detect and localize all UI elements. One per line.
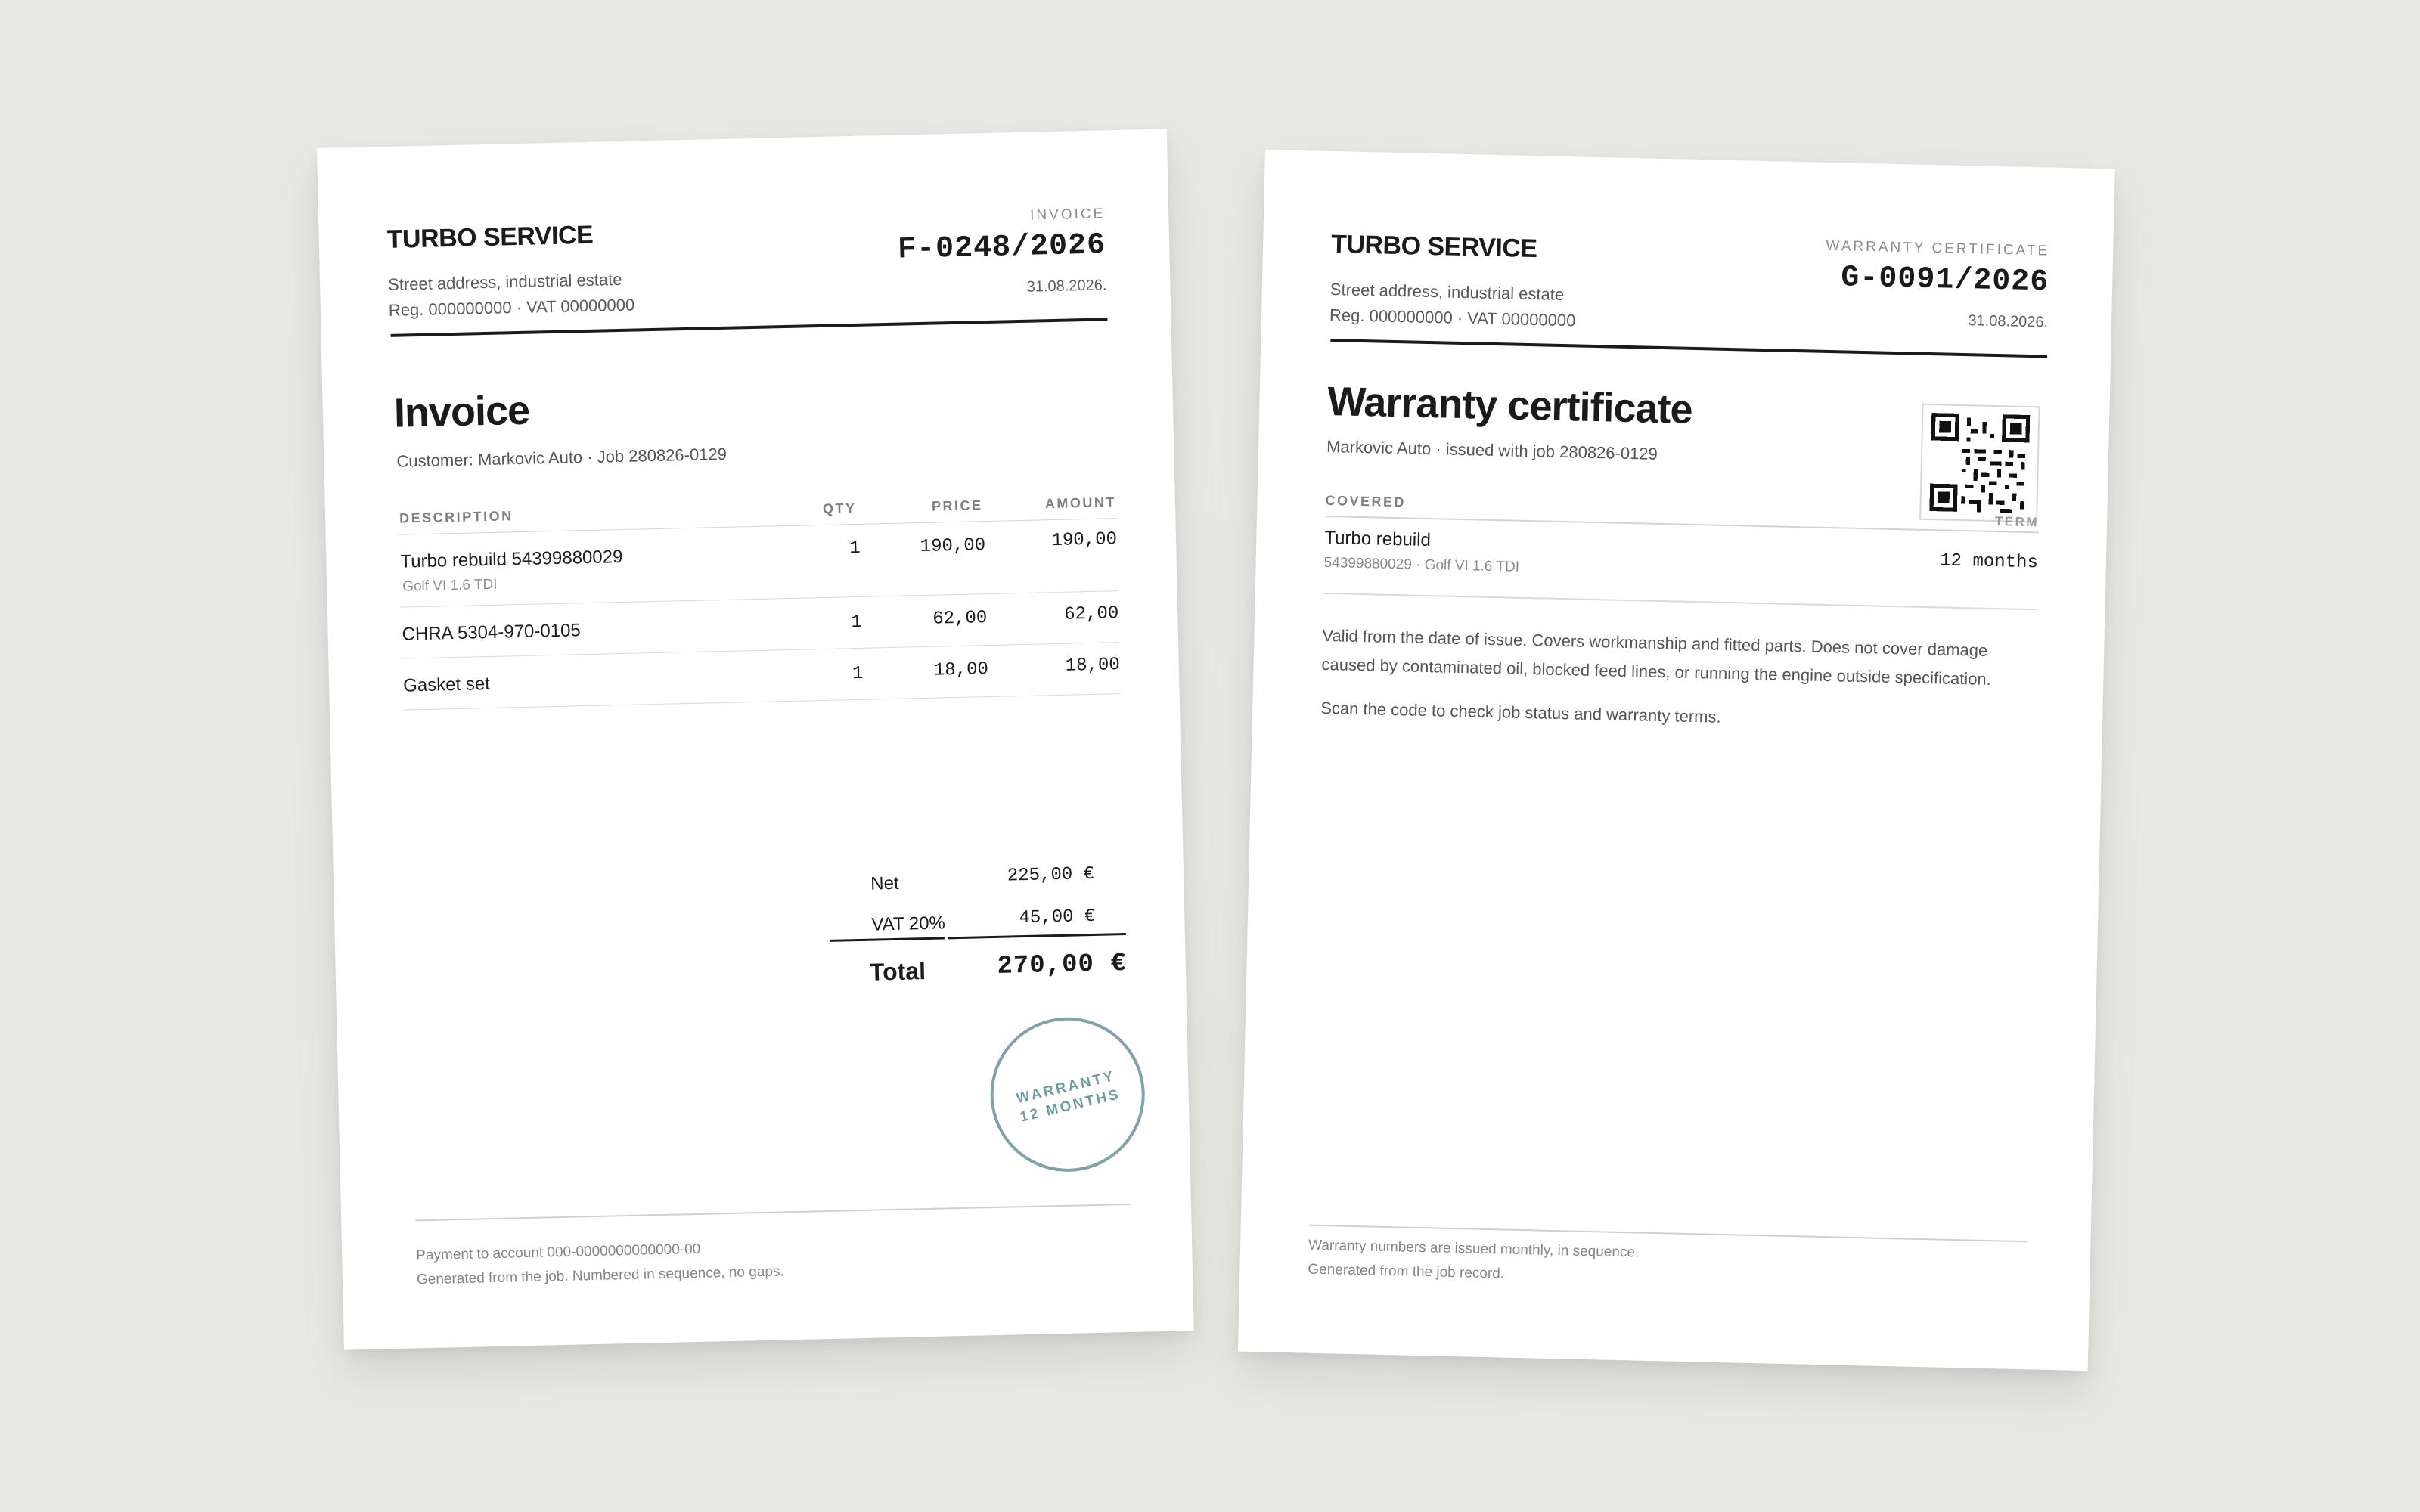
- vat-label: VAT 20%: [871, 912, 946, 935]
- item-qty: 1: [851, 612, 863, 634]
- item-qty: 1: [852, 663, 864, 685]
- column-amount: AMOUNT: [1044, 494, 1117, 512]
- item-price: 18,00: [933, 659, 989, 681]
- warranty-header: [1329, 230, 2050, 343]
- page-title: Invoice: [393, 387, 530, 436]
- scan-instruction: Scan the code to check job status and warranty terms.: [1320, 698, 1721, 727]
- net-label: Net: [870, 872, 899, 894]
- document-kind: INVOICE: [1029, 206, 1106, 224]
- coverage-table: [1323, 484, 2040, 610]
- item-description: CHRA 5304-970-0105: [402, 620, 582, 645]
- generated-note: Generated from the job. Numbered in sequence, no gaps.: [416, 1263, 784, 1288]
- numbering-note: Warranty numbers are issued monthly, in sequence.: [1308, 1237, 1640, 1261]
- table-row: [1323, 517, 2039, 610]
- item-price: 190,00: [920, 535, 986, 558]
- warranty-terms: [1320, 621, 2037, 739]
- warranty-stamp: [975, 1002, 1160, 1187]
- item-description: Turbo rebuild 54399880029: [400, 546, 623, 572]
- total-value: 270,00 €: [997, 949, 1128, 981]
- invoice-document: [317, 129, 1194, 1349]
- warranty-number: G-0091/2026: [1840, 261, 2049, 300]
- column-qty: QTY: [822, 500, 857, 516]
- customer-line: Customer: Markovic Auto · Job 280826-0129: [396, 444, 728, 471]
- item-price: 62,00: [932, 608, 988, 630]
- address-line: Street address, industrial estate: [1329, 279, 1565, 305]
- company-name: TURBO SERVICE: [386, 220, 594, 254]
- item-amount: 190,00: [1051, 529, 1118, 552]
- item-amount: 62,00: [1063, 603, 1119, 625]
- covered-item: Turbo rebuild: [1324, 527, 1432, 551]
- invoice-number: F-0248/2026: [897, 228, 1106, 268]
- document-kind: WARRANTY CERTIFICATE: [1826, 237, 2050, 259]
- total-label: Total: [869, 957, 926, 986]
- payment-line: Payment to account 000-0000000000000-00: [416, 1241, 701, 1264]
- totals-block: [827, 850, 1127, 993]
- net-value: 225,00 €: [1007, 863, 1095, 887]
- registration-line: Reg. 000000000 · VAT 00000000: [1329, 305, 1576, 330]
- item-note: Golf VI 1.6 TDI: [402, 576, 498, 595]
- company-name: TURBO SERVICE: [1330, 230, 1538, 264]
- warranty-date: 31.08.2026.: [1968, 312, 2049, 331]
- item-amount: 18,00: [1065, 655, 1121, 677]
- column-description: DESCRIPTION: [399, 508, 513, 526]
- invoice-header: [386, 206, 1107, 322]
- registration-line: Reg. 000000000 · VAT 00000000: [388, 295, 635, 320]
- company-address: [388, 267, 635, 324]
- address-line: Street address, industrial estate: [387, 269, 622, 294]
- stamp-text: WARRANTY 12 MONTHS: [1014, 1067, 1122, 1126]
- generated-note: Generated from the job record.: [1308, 1261, 1505, 1282]
- terms-paragraph: Valid from the date of issue. Covers workmanship and fitted parts. Does not cover damage caused by contaminated oil, blocked feed lines, or running the engine outside specification.: [1321, 625, 1992, 689]
- item-qty: 1: [849, 538, 861, 559]
- invoice-date: 31.08.2026.: [1026, 277, 1107, 296]
- column-price: PRICE: [931, 497, 983, 514]
- covered-item-note: 54399880029 · Golf VI 1.6 TDI: [1323, 554, 1520, 575]
- vat-value: 45,00 €: [1019, 906, 1096, 929]
- page-title: Warranty certificate: [1326, 378, 1693, 432]
- warranty-term: 12 months: [1939, 550, 2039, 574]
- column-term: TERM: [1994, 514, 2040, 530]
- item-description: Gasket set: [402, 673, 491, 696]
- warranty-document: [1238, 150, 2115, 1371]
- invoice-footer: [416, 1235, 784, 1292]
- warranty-footer: [1308, 1234, 1640, 1290]
- line-items-table: [398, 482, 1121, 710]
- footer-divider: [415, 1204, 1131, 1221]
- header-divider: [1330, 339, 2047, 358]
- column-covered: COVERED: [1325, 492, 1407, 510]
- issued-line: Markovic Auto · issued with job 280826-0129: [1326, 436, 1658, 463]
- company-address: [1329, 277, 1577, 333]
